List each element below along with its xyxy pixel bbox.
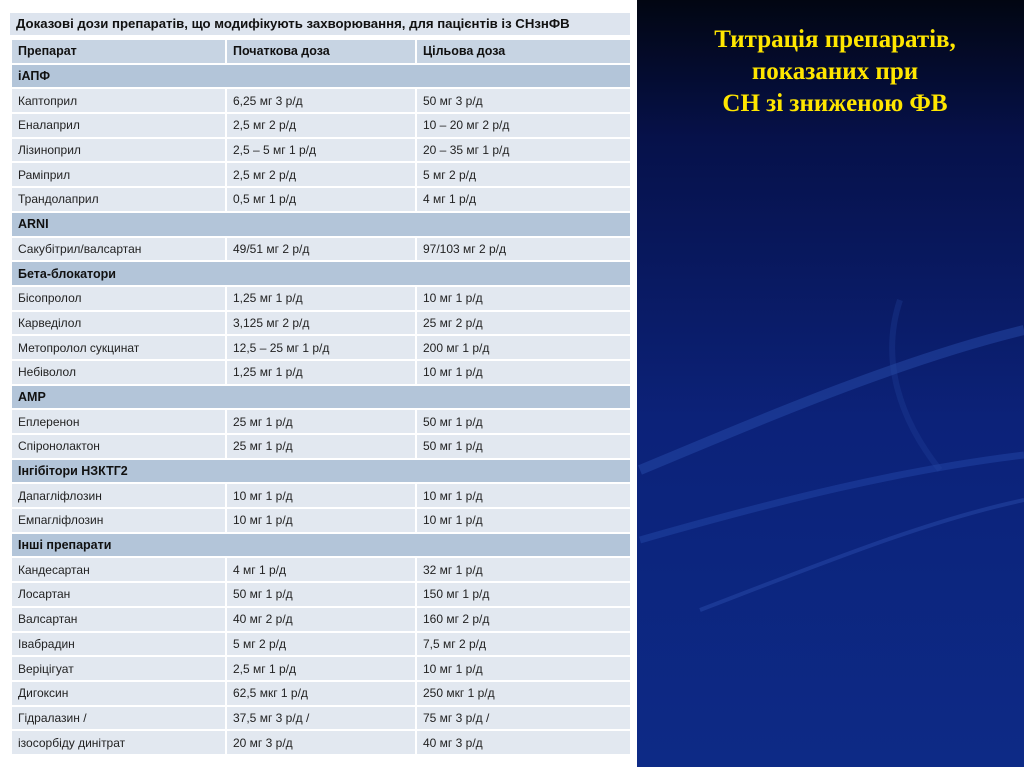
drug-name-cell: Гідралазин /: [11, 706, 226, 731]
start-dose-cell: 37,5 мг 3 р/д /: [226, 706, 416, 731]
drug-name-cell: Карведілол: [11, 311, 226, 336]
start-dose-cell: 62,5 мкг 1 р/д: [226, 681, 416, 706]
target-dose-cell: 25 мг 2 р/д: [416, 311, 631, 336]
header-drug: Препарат: [11, 39, 226, 64]
start-dose-cell: 6,25 мг 3 р/д: [226, 88, 416, 113]
slide-title-line: СН зі зниженою ФВ: [722, 90, 948, 117]
table-row: [11, 335, 631, 360]
dose-table: [10, 38, 632, 756]
drug-name-cell: Сакубітрил/валсартан: [11, 237, 226, 262]
drug-class-row: [11, 64, 631, 89]
start-dose-cell: 3,125 мг 2 р/д: [226, 311, 416, 336]
drug-class-row: [11, 261, 631, 286]
table-row: [11, 582, 631, 607]
table-row: [11, 88, 631, 113]
drug-name-cell: Лізиноприл: [11, 138, 226, 163]
table-row: [11, 237, 631, 262]
start-dose-cell: 49/51 мг 2 р/д: [226, 237, 416, 262]
drug-name-cell: Дапагліфлозин: [11, 483, 226, 508]
drug-name-cell: Трандолаприл: [11, 187, 226, 212]
drug-class-label: Бета-блокатори: [11, 261, 631, 286]
target-dose-cell: 97/103 мг 2 р/д: [416, 237, 631, 262]
drug-name-cell: Валсартан: [11, 607, 226, 632]
table-row: [11, 187, 631, 212]
start-dose-cell: 2,5 мг 2 р/д: [226, 162, 416, 187]
target-dose-cell: 5 мг 2 р/д: [416, 162, 631, 187]
start-dose-cell: 5 мг 2 р/д: [226, 632, 416, 657]
drug-name-cell: Емпагліфлозин: [11, 508, 226, 533]
table-row: [11, 434, 631, 459]
target-dose-cell: 10 мг 1 р/д: [416, 483, 631, 508]
start-dose-cell: 1,25 мг 1 р/д: [226, 286, 416, 311]
target-dose-cell: 32 мг 1 р/д: [416, 557, 631, 582]
table-row: [11, 632, 631, 657]
drug-name-cell: Спіронолактон: [11, 434, 226, 459]
table-row: [11, 113, 631, 138]
drug-name-cell: Лосартан: [11, 582, 226, 607]
table-row: [11, 162, 631, 187]
header-start-dose: Початкова доза: [226, 39, 416, 64]
target-dose-cell: 50 мг 1 р/д: [416, 409, 631, 434]
start-dose-cell: 2,5 мг 1 р/д: [226, 656, 416, 681]
target-dose-cell: 150 мг 1 р/д: [416, 582, 631, 607]
drug-class-row: [11, 385, 631, 410]
target-dose-cell: 7,5 мг 2 р/д: [416, 632, 631, 657]
target-dose-cell: 10 мг 1 р/д: [416, 508, 631, 533]
table-row: [11, 607, 631, 632]
drug-class-label: АМР: [11, 385, 631, 410]
drug-name-cell: Верiцiгуат: [11, 656, 226, 681]
start-dose-cell: 10 мг 1 р/д: [226, 483, 416, 508]
drug-name-cell: Івабрадин: [11, 632, 226, 657]
drug-name-cell: Раміприл: [11, 162, 226, 187]
table-row: [11, 557, 631, 582]
start-dose-cell: 1,25 мг 1 р/д: [226, 360, 416, 385]
drug-name-cell: Каптоприл: [11, 88, 226, 113]
table-row: [11, 508, 631, 533]
start-dose-cell: 10 мг 1 р/д: [226, 508, 416, 533]
table-row: [11, 706, 631, 731]
table-row: [11, 138, 631, 163]
table-row: [11, 681, 631, 706]
table-row: [11, 730, 631, 755]
drug-class-row: [11, 459, 631, 484]
start-dose-cell: 2,5 – 5 мг 1 р/д: [226, 138, 416, 163]
table-row: [11, 409, 631, 434]
table-row: [11, 483, 631, 508]
target-dose-cell: 250 мкг 1 р/д: [416, 681, 631, 706]
drug-name-cell: ізосорбіду динітрат: [11, 730, 226, 755]
drug-class-label: іАПФ: [11, 64, 631, 89]
drug-name-cell: Дигоксин: [11, 681, 226, 706]
target-dose-cell: 10 – 20 мг 2 р/д: [416, 113, 631, 138]
start-dose-cell: 25 мг 1 р/д: [226, 434, 416, 459]
table-row: [11, 286, 631, 311]
drug-name-cell: Небіволол: [11, 360, 226, 385]
target-dose-cell: 4 мг 1 р/д: [416, 187, 631, 212]
table-caption: Доказові дози препаратів, що модифікують захворювання, для пацієнтів із СНзнФВ: [10, 13, 630, 35]
start-dose-cell: 0,5 мг 1 р/д: [226, 187, 416, 212]
drug-name-cell: Кандесартан: [11, 557, 226, 582]
target-dose-cell: 10 мг 1 р/д: [416, 656, 631, 681]
table-row: [11, 360, 631, 385]
drug-name-cell: Бісопролол: [11, 286, 226, 311]
table-header-row: [11, 39, 631, 64]
start-dose-cell: 25 мг 1 р/д: [226, 409, 416, 434]
drug-name-cell: Метопролол сукцинат: [11, 335, 226, 360]
start-dose-cell: 4 мг 1 р/д: [226, 557, 416, 582]
drug-class-row: [11, 533, 631, 558]
start-dose-cell: 2,5 мг 2 р/д: [226, 113, 416, 138]
target-dose-cell: 50 мг 1 р/д: [416, 434, 631, 459]
slide-title: [660, 24, 1010, 120]
start-dose-cell: 50 мг 1 р/д: [226, 582, 416, 607]
start-dose-cell: 20 мг 3 р/д: [226, 730, 416, 755]
slide-title-line: показаних при: [751, 58, 919, 85]
start-dose-cell: 12,5 – 25 мг 1 р/д: [226, 335, 416, 360]
header-target-dose: Цільова доза: [416, 39, 631, 64]
target-dose-cell: 75 мг 3 р/д /: [416, 706, 631, 731]
target-dose-cell: 10 мг 1 р/д: [416, 286, 631, 311]
target-dose-cell: 10 мг 1 р/д: [416, 360, 631, 385]
drug-name-cell: Еплеренон: [11, 409, 226, 434]
target-dose-cell: 200 мг 1 р/д: [416, 335, 631, 360]
target-dose-cell: 160 мг 2 р/д: [416, 607, 631, 632]
target-dose-cell: 50 мг 3 р/д: [416, 88, 631, 113]
drug-name-cell: Еналаприл: [11, 113, 226, 138]
start-dose-cell: 40 мг 2 р/д: [226, 607, 416, 632]
target-dose-cell: 40 мг 3 р/д: [416, 730, 631, 755]
drug-class-label: ARNI: [11, 212, 631, 237]
table-row: [11, 656, 631, 681]
target-dose-cell: 20 – 35 мг 1 р/д: [416, 138, 631, 163]
slide-title-line: Титрація препаратів,: [714, 26, 956, 53]
drug-class-label: Інші препарати: [11, 533, 631, 558]
drug-class-label: Інгібітори НЗКТГ2: [11, 459, 631, 484]
table-row: [11, 311, 631, 336]
drug-class-row: [11, 212, 631, 237]
